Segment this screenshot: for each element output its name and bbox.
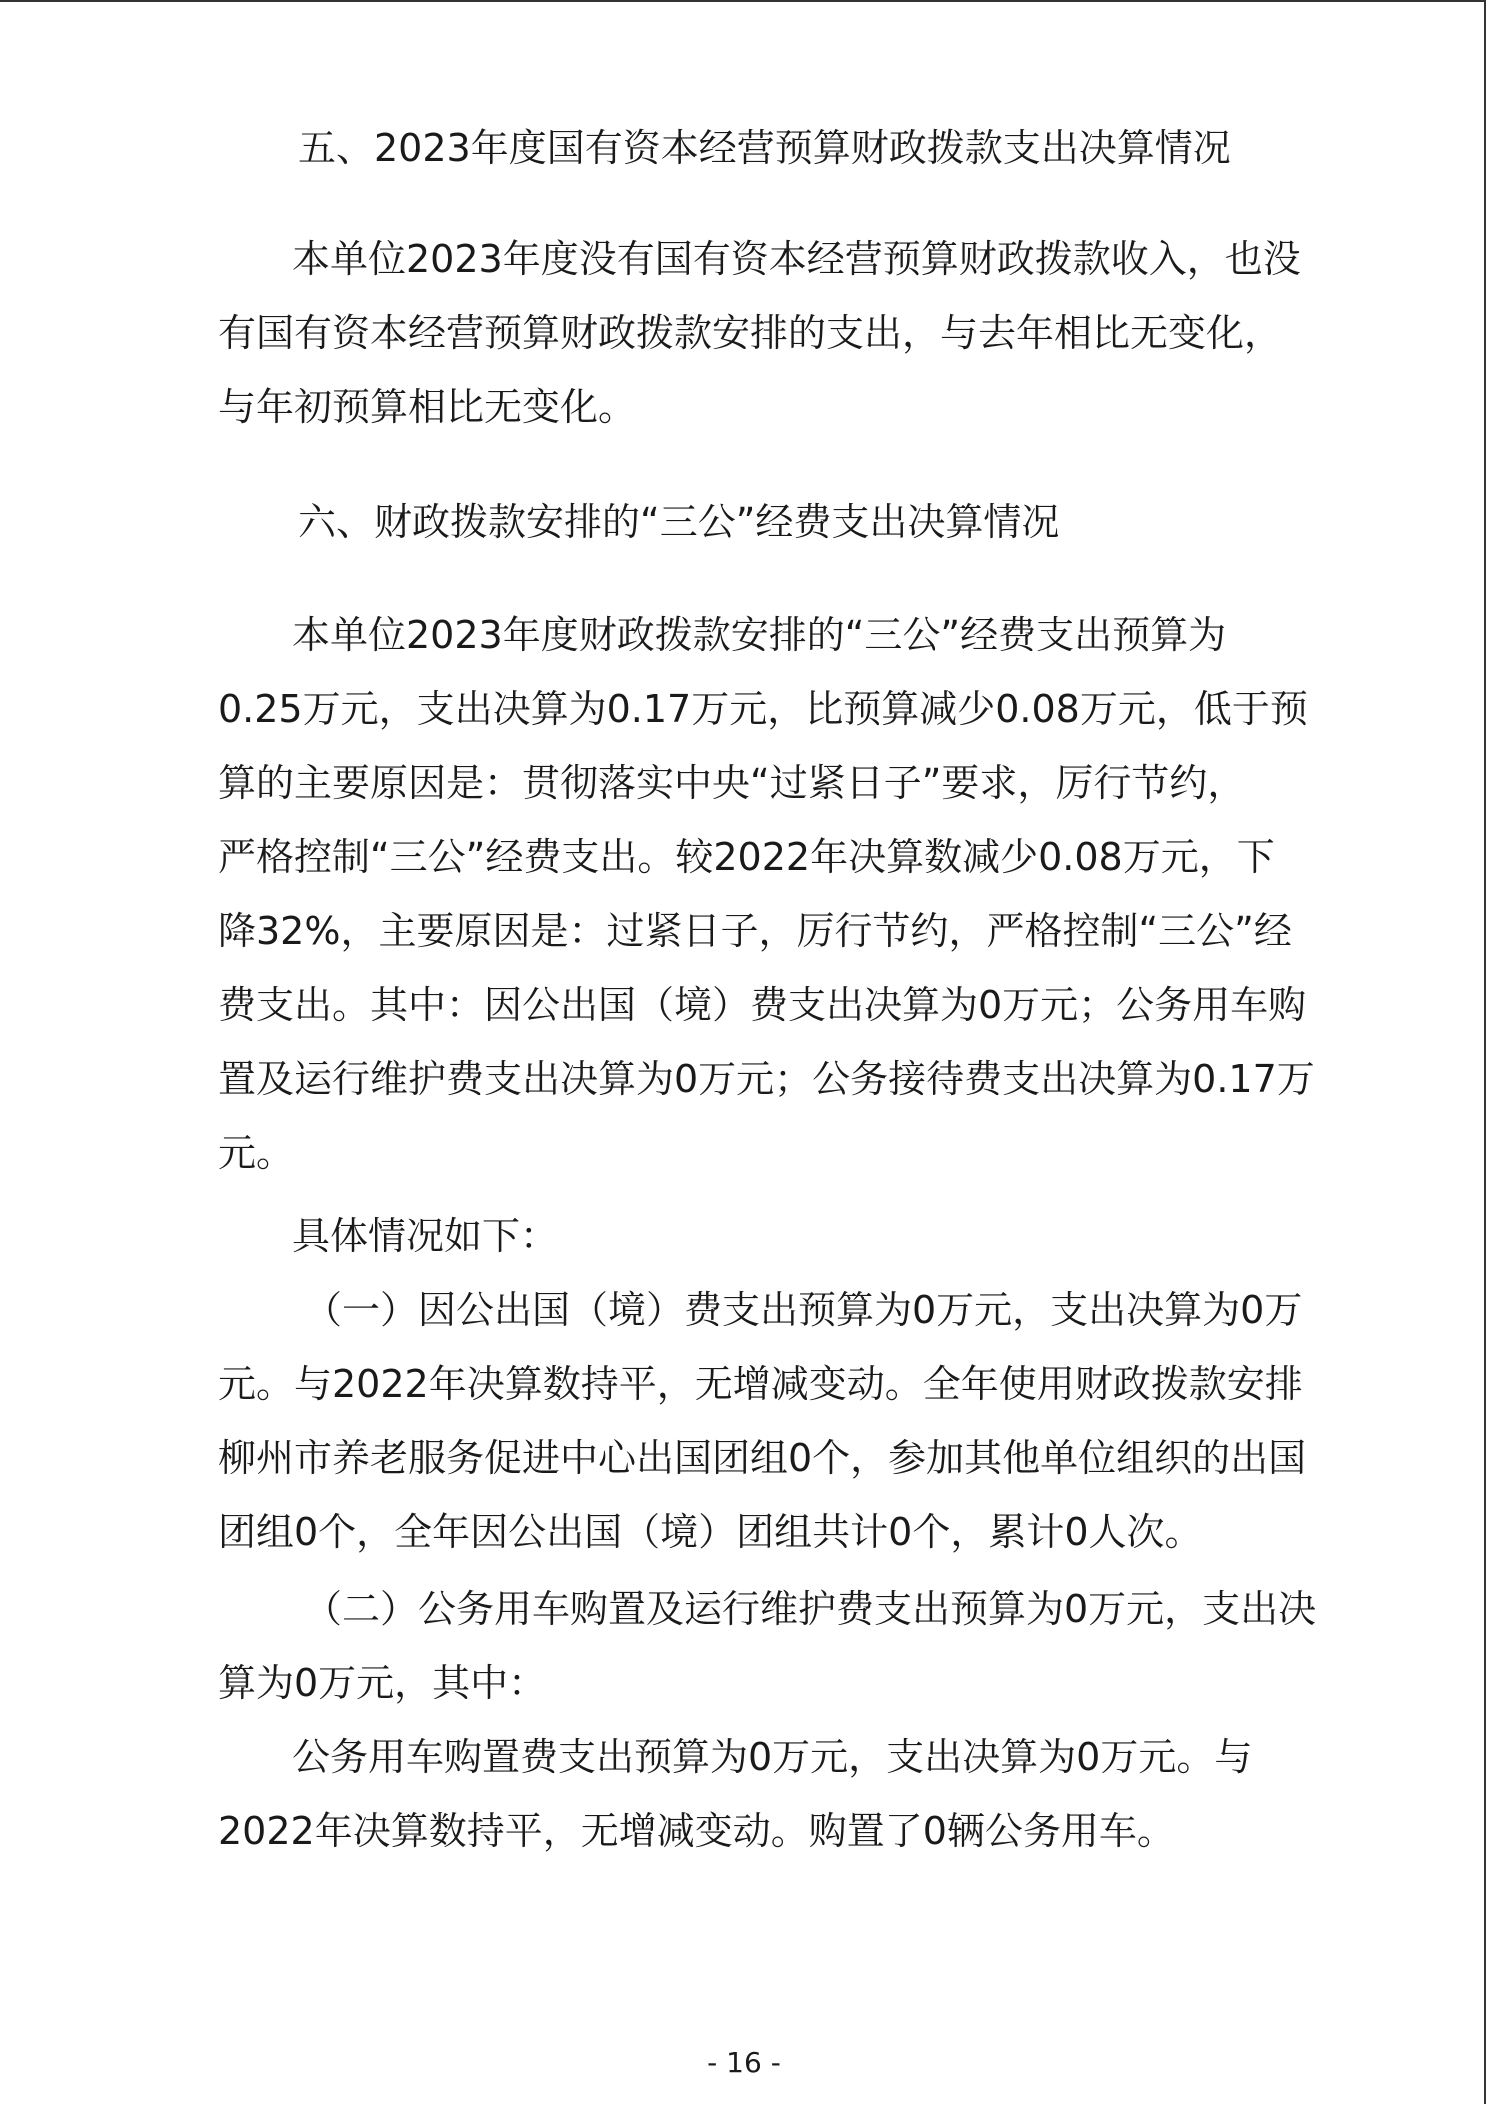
paragraph-line: （二）公务用车购置及运行维护费支出预算为0万元，支出决	[304, 1587, 1317, 1631]
section6-heading: 六、财政拨款安排的“三公”经费支出决算情况	[298, 500, 1060, 544]
paragraph-line: 元。	[218, 1131, 295, 1175]
detail-intro-paragraph	[218, 1199, 1288, 1273]
item2-paragraph	[218, 1572, 1317, 1720]
paragraph-line: 0.25万元，支出决算为0.17万元，比预算减少0.08万元，低于预	[218, 687, 1308, 731]
paragraph-line: 本单位2023年度财政拨款安排的“三公”经费支出预算为	[292, 613, 1227, 657]
paragraph-line: 公务用车购置费支出预算为0万元，支出决算为0万元。与	[292, 1735, 1253, 1779]
paragraph-line: 算为0万元，其中：	[218, 1661, 547, 1705]
paragraph-line: 费支出。其中：因公出国（境）费支出决算为0万元；公务用车购	[218, 983, 1307, 1027]
paragraph-line: 柳州市养老服务促进中心出国团组0个，参加其他单位组织的出国	[218, 1436, 1307, 1480]
paragraph-line: 2022年决算数持平，无增减变动。购置了0辆公务用车。	[218, 1809, 1175, 1853]
paragraph-line: 团组0个，全年因公出国（境）团组共计0个，累计0人次。	[218, 1510, 1203, 1554]
paragraph-line: 元。与2022年决算数持平，无增减变动。全年使用财政拨款安排	[218, 1362, 1303, 1406]
paragraph-line: 严格控制“三公”经费支出。较2022年决算数减少0.08万元，下	[218, 835, 1275, 879]
paragraph-line: （一）因公出国（境）费支出预算为0万元，支出决算为0万	[304, 1288, 1303, 1332]
paragraph-line: 本单位2023年度没有国有资本经营预算财政拨款收入，也没	[292, 237, 1301, 281]
paragraph-line: 与年初预算相比无变化。	[218, 385, 637, 429]
section5-paragraph	[218, 222, 1301, 444]
paragraph-line: 具体情况如下：	[292, 1214, 559, 1258]
paragraph-line: 算的主要原因是：贯彻落实中央“过紧日子”要求，厉行节约，	[218, 761, 1246, 805]
section6-intro-paragraph	[218, 598, 1315, 1190]
paragraph-line: 有国有资本经营预算财政拨款安排的支出，与去年相比无变化，	[218, 311, 1283, 355]
section5-heading: 五、2023年度国有资本经营预算财政拨款支出决算情况	[298, 126, 1231, 170]
paragraph-line: 降32%，主要原因是：过紧日子，厉行节约，严格控制“三公”经	[218, 909, 1292, 953]
car-purchase-paragraph	[218, 1720, 1288, 1868]
page-number: - 16 -	[707, 2046, 781, 2079]
paragraph-line: 置及运行维护费支出决算为0万元；公务接待费支出决算为0.17万	[218, 1057, 1315, 1101]
item1-paragraph	[218, 1273, 1307, 1569]
